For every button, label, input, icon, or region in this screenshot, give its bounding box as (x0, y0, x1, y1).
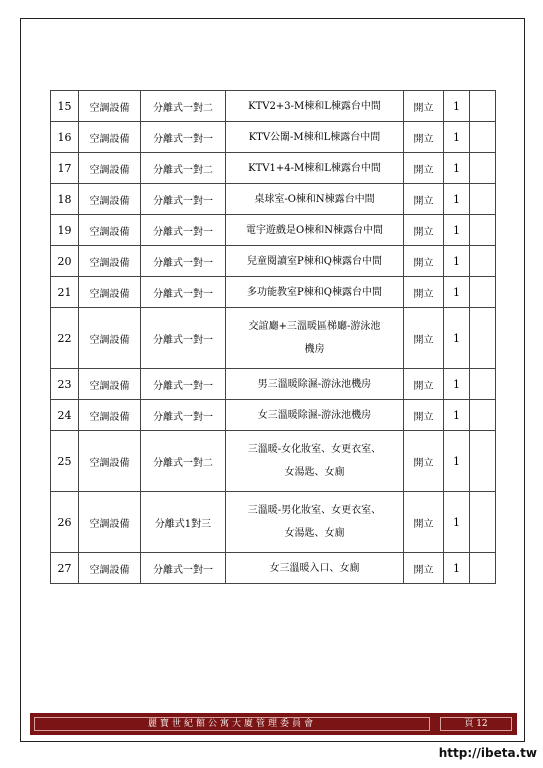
location (226, 184, 404, 215)
table-row (51, 369, 496, 400)
notes-cell (470, 122, 496, 153)
watermark-url: http://ibeta.tw (438, 746, 537, 760)
table-row (51, 122, 496, 153)
row-number: 18 (51, 184, 79, 215)
row-number: 16 (51, 122, 79, 153)
footer-bar (30, 713, 517, 735)
table-row (51, 215, 496, 246)
equipment-category: 空調設備 (79, 277, 141, 308)
location (226, 431, 404, 492)
equipment-category: 空調設備 (79, 369, 141, 400)
equipment-category: 空調設備 (79, 308, 141, 369)
status: 開立 (404, 492, 444, 553)
location (226, 492, 404, 553)
status: 開立 (404, 553, 444, 584)
location (226, 400, 404, 431)
table-row (51, 308, 496, 369)
table-row (51, 91, 496, 122)
row-number: 25 (51, 431, 79, 492)
location (226, 246, 404, 277)
quantity: 1 (444, 277, 470, 308)
equipment-category: 空調設備 (79, 122, 141, 153)
location (226, 91, 404, 122)
row-number: 22 (51, 308, 79, 369)
unit-type: 分離式一對二 (141, 91, 226, 122)
table-row (51, 184, 496, 215)
location-line: 兒童閱讀室P棟和Q棟露台中間 (247, 255, 382, 267)
status: 開立 (404, 308, 444, 369)
row-number: 27 (51, 553, 79, 584)
equipment-category: 空調設備 (79, 184, 141, 215)
location-line: 機房 (304, 344, 325, 355)
row-number: 20 (51, 246, 79, 277)
notes-cell (470, 400, 496, 431)
quantity: 1 (444, 215, 470, 246)
equipment-category: 空調設備 (79, 400, 141, 431)
status: 開立 (404, 369, 444, 400)
equipment-table (50, 90, 496, 584)
notes-cell (470, 492, 496, 553)
row-number: 17 (51, 153, 79, 184)
location-line: 女湯匙、女廁 (284, 528, 345, 539)
status: 開立 (404, 153, 444, 184)
location-line: KTV公闈-M棟和L棟露台中間 (248, 131, 381, 143)
status: 開立 (404, 246, 444, 277)
unit-type: 分離式1對三 (141, 492, 226, 553)
row-number: 21 (51, 277, 79, 308)
notes-cell (470, 277, 496, 308)
table-row (51, 153, 496, 184)
status: 開立 (404, 122, 444, 153)
quantity: 1 (444, 553, 470, 584)
notes-cell (470, 246, 496, 277)
equipment-category: 空調設備 (79, 431, 141, 492)
location-line: 女湯匙、女廁 (284, 467, 345, 478)
location-line: 桌球室-O棟和N棟露台中間 (254, 193, 375, 205)
unit-type: 分離式一對一 (141, 400, 226, 431)
status: 開立 (404, 431, 444, 492)
quantity: 1 (444, 91, 470, 122)
equipment-category: 空調設備 (79, 153, 141, 184)
quantity: 1 (444, 153, 470, 184)
table-row (51, 246, 496, 277)
status: 開立 (404, 215, 444, 246)
equipment-category: 空調設備 (79, 215, 141, 246)
equipment-category: 空調設備 (79, 492, 141, 553)
equipment-category: 空調設備 (79, 246, 141, 277)
location-line: 三溫暖-男化妝室、女更衣室、 (247, 505, 382, 516)
quantity: 1 (444, 369, 470, 400)
location-line: 電宇遊戲是O棟和N棟露台中間 (246, 224, 383, 236)
status: 開立 (404, 400, 444, 431)
location-line: 交誼廳+三溫暖區梯廳-游泳池 (248, 321, 381, 332)
row-number: 26 (51, 492, 79, 553)
quantity: 1 (444, 431, 470, 492)
quantity: 1 (444, 246, 470, 277)
equipment-category: 空調設備 (79, 91, 141, 122)
row-number: 24 (51, 400, 79, 431)
table-row (51, 400, 496, 431)
notes-cell (470, 308, 496, 369)
quantity: 1 (444, 308, 470, 369)
location (226, 369, 404, 400)
status: 開立 (404, 91, 444, 122)
location (226, 277, 404, 308)
notes-cell (470, 431, 496, 492)
location (226, 215, 404, 246)
page-number: 頁 12 (440, 717, 512, 731)
location-line: 女三溫暖除濕-游泳池機房 (257, 409, 372, 421)
location (226, 153, 404, 184)
notes-cell (470, 153, 496, 184)
location-line: 男三溫暖除濕-游泳池機房 (257, 378, 372, 390)
location (226, 308, 404, 369)
footer-title: 麗寶世紀館公寓大廈管理委員會 (34, 717, 430, 731)
notes-cell (470, 215, 496, 246)
table-row (51, 553, 496, 584)
location-line: 多功能教室P棟和Q棟露台中間 (247, 286, 382, 298)
unit-type: 分離式一對一 (141, 277, 226, 308)
location-line: 女三溫暖入口、女廁 (269, 562, 360, 574)
notes-cell (470, 91, 496, 122)
location-line: 三溫暖-女化妝室、女更衣室、 (247, 444, 382, 455)
quantity: 1 (444, 492, 470, 553)
row-number: 15 (51, 91, 79, 122)
row-number: 23 (51, 369, 79, 400)
row-number: 19 (51, 215, 79, 246)
table-row (51, 492, 496, 553)
equipment-category: 空調設備 (79, 553, 141, 584)
unit-type: 分離式一對一 (141, 369, 226, 400)
status: 開立 (404, 184, 444, 215)
notes-cell (470, 369, 496, 400)
unit-type: 分離式一對二 (141, 431, 226, 492)
table-row (51, 431, 496, 492)
status: 開立 (404, 277, 444, 308)
location-line: KTV2+3-M棟和L棟露台中間 (248, 100, 381, 112)
unit-type: 分離式一對一 (141, 553, 226, 584)
location (226, 553, 404, 584)
quantity: 1 (444, 400, 470, 431)
quantity: 1 (444, 122, 470, 153)
unit-type: 分離式一對一 (141, 308, 226, 369)
unit-type: 分離式一對一 (141, 215, 226, 246)
table-body (51, 91, 496, 584)
location-line: KTV1+4-M棟和L棟露台中間 (248, 162, 381, 174)
table-row (51, 277, 496, 308)
quantity: 1 (444, 184, 470, 215)
notes-cell (470, 184, 496, 215)
unit-type: 分離式一對一 (141, 122, 226, 153)
unit-type: 分離式一對一 (141, 246, 226, 277)
notes-cell (470, 553, 496, 584)
location (226, 122, 404, 153)
unit-type: 分離式一對一 (141, 184, 226, 215)
unit-type: 分離式一對二 (141, 153, 226, 184)
